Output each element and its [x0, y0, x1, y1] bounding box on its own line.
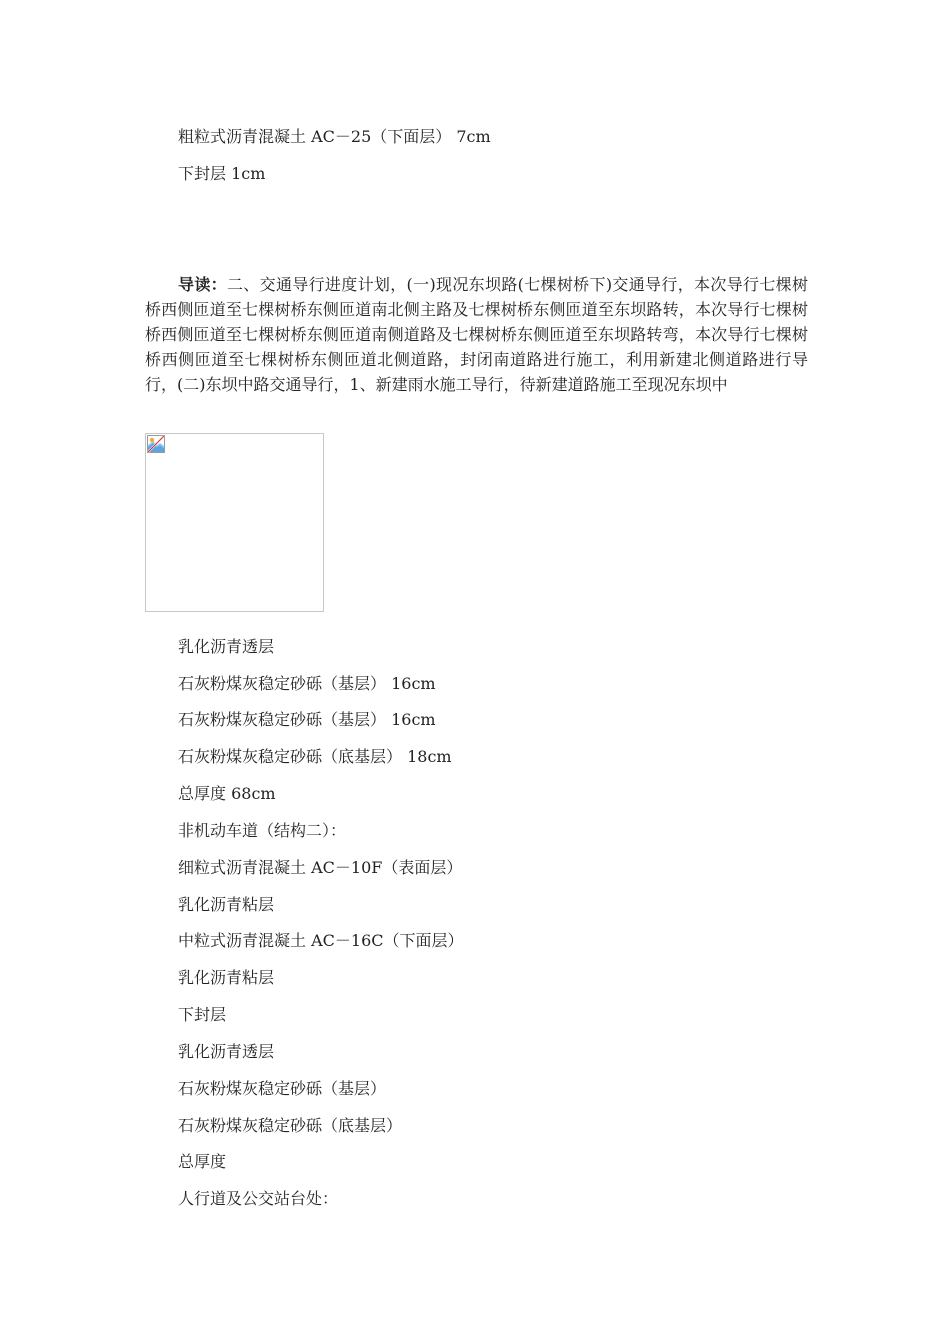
paragraph-line: 石灰粉煤灰稳定砂砾（基层） 16cm	[178, 710, 436, 729]
paragraph-line: 乳化沥青粘层	[178, 895, 275, 914]
broken-image-icon	[147, 435, 165, 453]
intro-paragraph	[145, 272, 808, 397]
paragraph-line: 下封层	[178, 1005, 227, 1024]
paragraph-line: 石灰粉煤灰稳定砂砾（基层）	[178, 1079, 387, 1098]
paragraph-line: 总厚度	[178, 1152, 227, 1171]
paragraph-line: 乳化沥青透层	[178, 1042, 275, 1061]
intro-text: 二、交通导行进度计划，(一)现况东坝路(七棵树桥下)交通导行，本次导行七棵树桥西侧匝道至七棵树桥东侧匝道南北侧主路及七棵树桥东侧匝道至东坝路转，本次导行七棵树桥西侧匝道至七棵树桥东侧匝道南侧道路及七棵树桥东侧匝道至东坝路转弯，本次导行七棵树桥西侧匝道至七棵树桥东侧匝道北侧道路，封闭南道路进行施工，利用新建北侧道路进行导行，(二)东坝中路交通导行，1、新建雨水施工导行，待新建道路施工至现况东坝中	[145, 275, 808, 394]
paragraph-line: 下封层 1cm	[178, 164, 266, 183]
paragraph-line: 粗粒式沥青混凝土 AC－25（下面层） 7cm	[178, 127, 491, 146]
paragraph-line: 乳化沥青粘层	[178, 968, 275, 987]
intro-label: 导读：	[178, 275, 227, 294]
paragraph-line: 人行道及公交站台处：	[178, 1189, 339, 1208]
image-placeholder	[145, 433, 324, 612]
paragraph-line: 细粒式沥青混凝土 AC－10F（表面层）	[178, 858, 463, 877]
paragraph-line: 总厚度 68cm	[178, 784, 276, 803]
paragraph-line: 石灰粉煤灰稳定砂砾（底基层） 18cm	[178, 747, 452, 766]
paragraph-line: 中粒式沥青混凝土 AC－16C（下面层）	[178, 931, 464, 950]
paragraph-line: 石灰粉煤灰稳定砂砾（基层） 16cm	[178, 674, 436, 693]
paragraph-line: 乳化沥青透层	[178, 637, 275, 656]
paragraph-line: 石灰粉煤灰稳定砂砾（底基层）	[178, 1116, 403, 1135]
paragraph-line: 非机动车道（结构二）：	[178, 821, 347, 840]
